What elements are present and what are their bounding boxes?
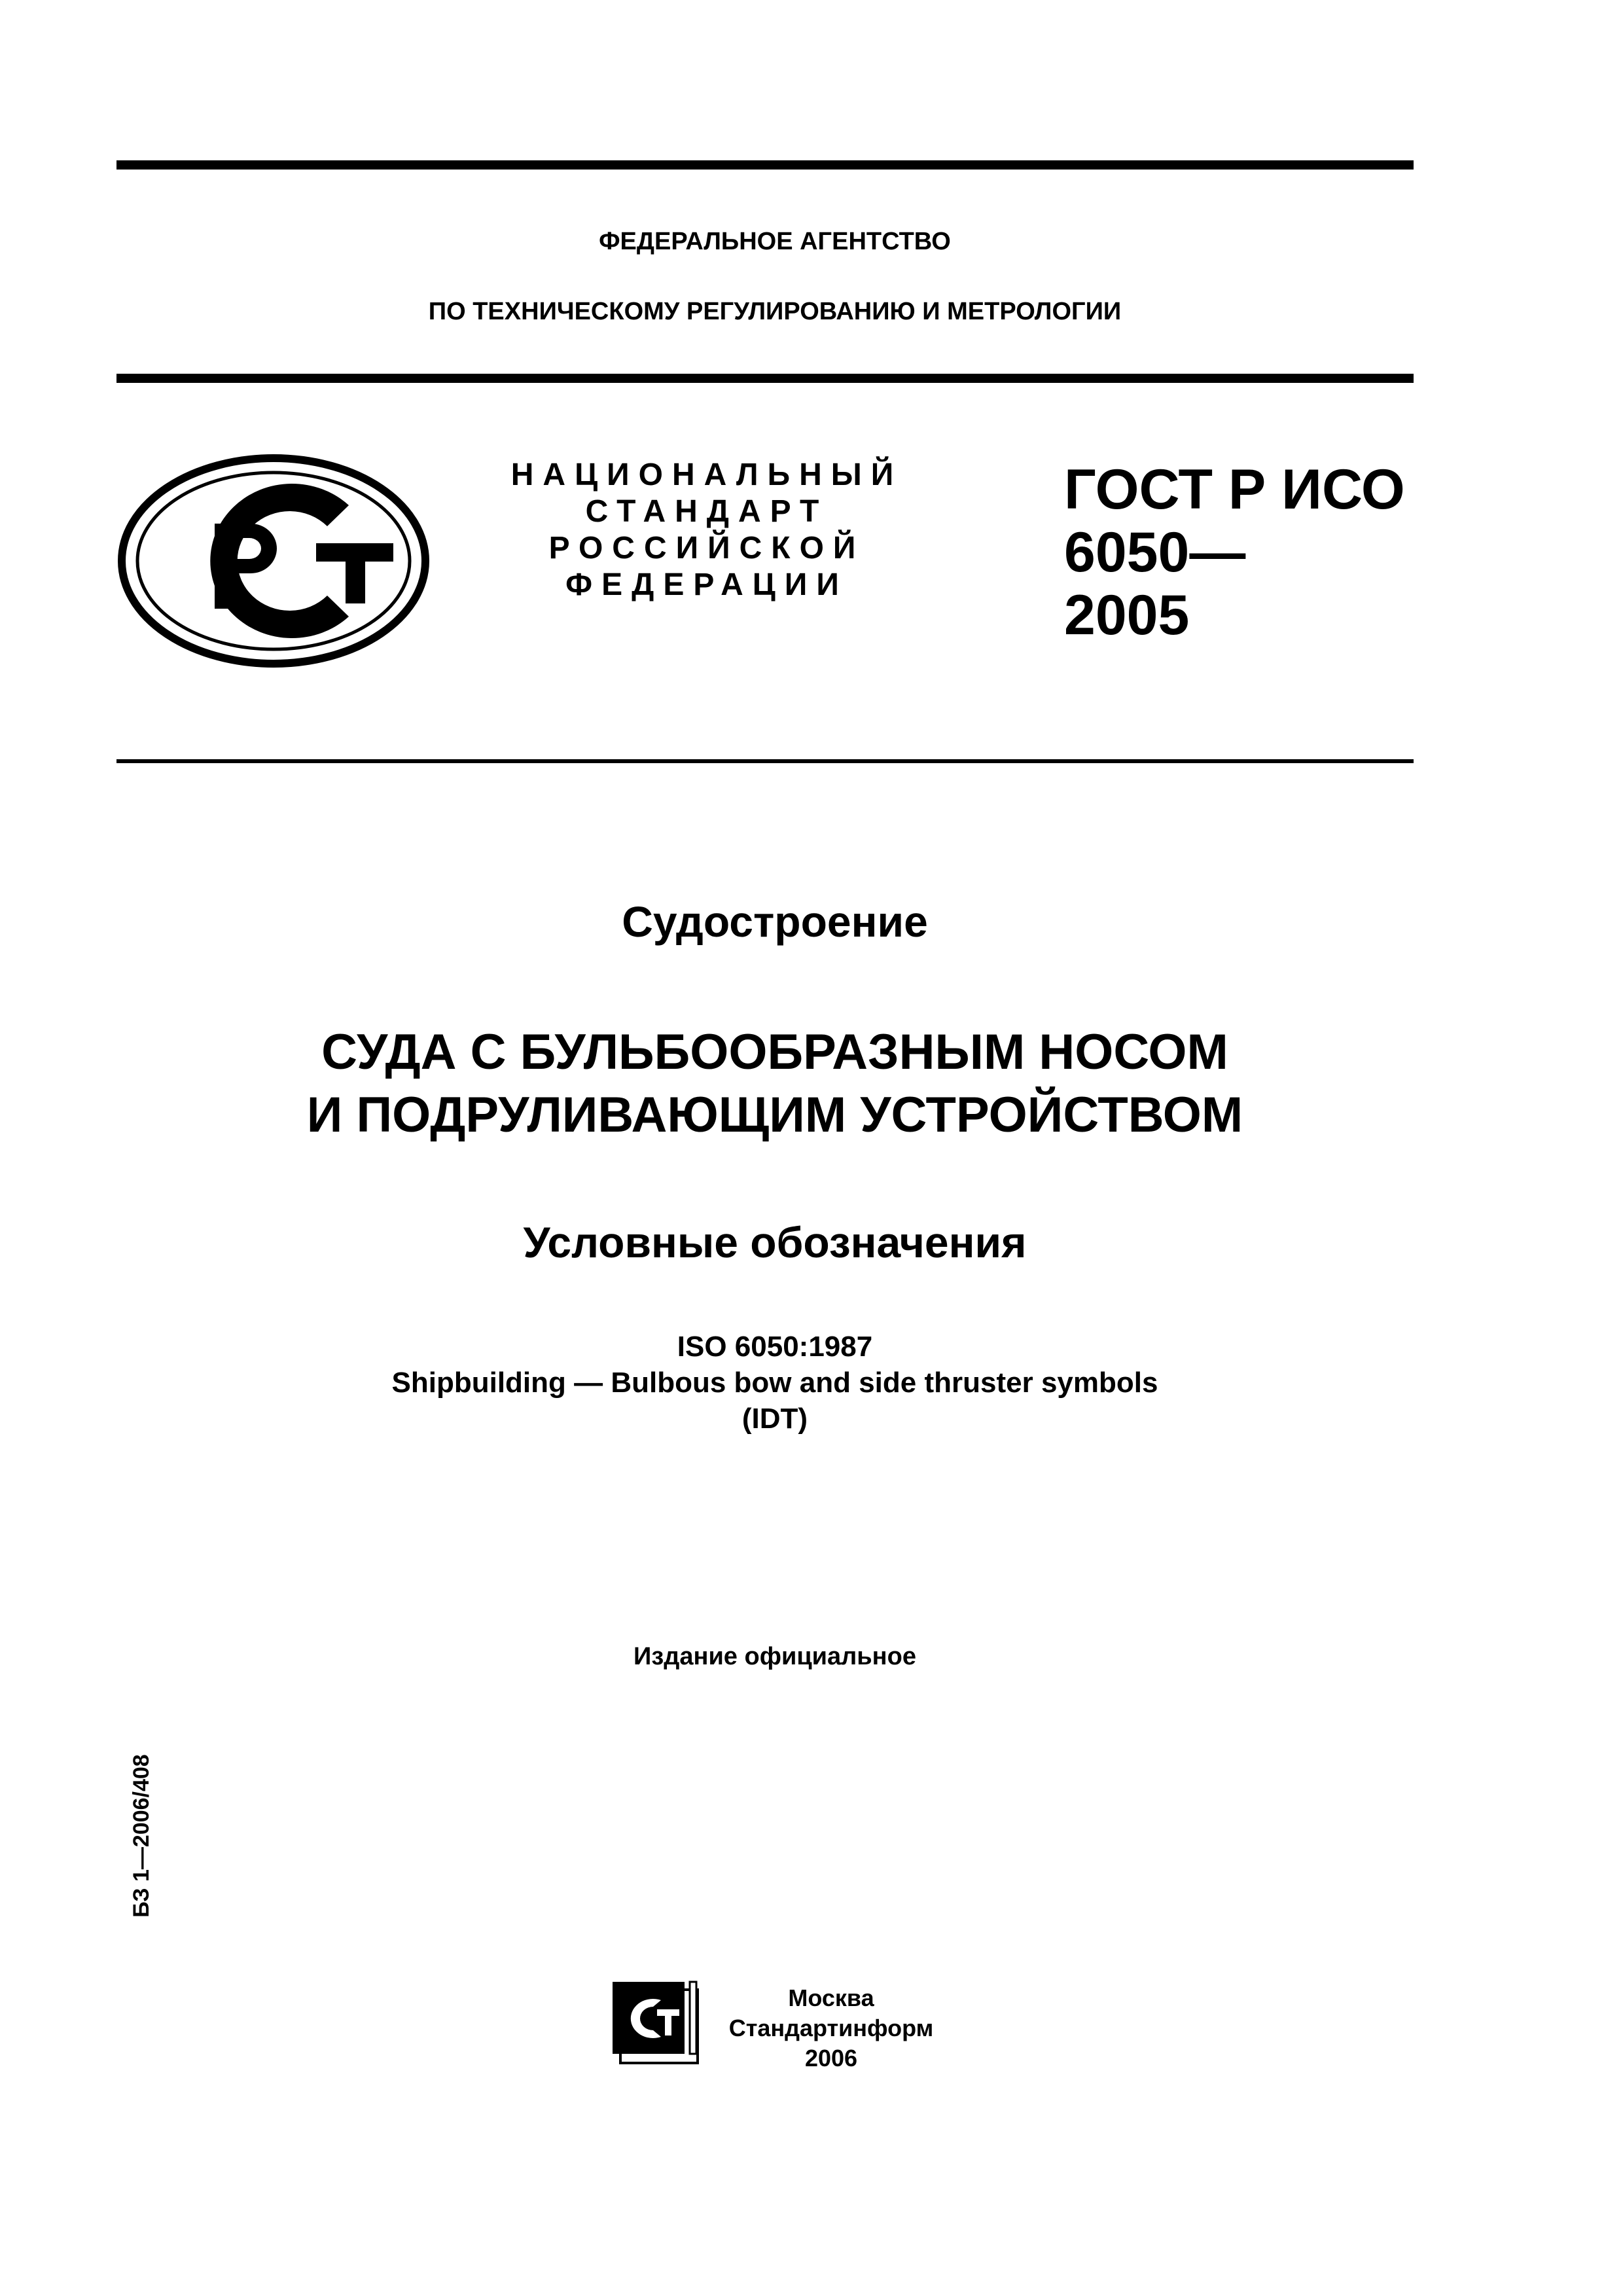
- national-line-2: СТАНДАРТ: [585, 494, 829, 529]
- designation-line-2: 6050—: [1064, 521, 1246, 584]
- standard-designation: [1064, 458, 1405, 647]
- document-title: [0, 1021, 1550, 1147]
- title-line-2: И ПОДРУЛИВАЮЩИМ УСТРОЙСТВОМ: [306, 1087, 1243, 1143]
- standartinform-logo-icon: [607, 1977, 705, 2068]
- edition-label: Издание официальное: [633, 1643, 916, 1670]
- agency-line-2: ПО ТЕХНИЧЕСКОМУ РЕГУЛИРОВАНИЮ И МЕТРОЛОГИИ: [428, 298, 1122, 325]
- header-rule: [116, 374, 1414, 383]
- designation-rule: [116, 759, 1414, 763]
- national-line-3: РОССИЙСКОЙ: [548, 531, 865, 565]
- publisher-block: [720, 1983, 942, 2073]
- rst-certification-logo-icon: [116, 453, 431, 669]
- catalog-code-text: БЗ 1—2006/408: [128, 1754, 154, 1918]
- designation-line-3: 2005: [1064, 584, 1190, 647]
- title-line-1: СУДА С БУЛЬБООБРАЗНЫМ НОСОМ: [321, 1024, 1228, 1080]
- publisher-name: Стандартинформ: [728, 2015, 934, 2041]
- designation-line-1: ГОСТ Р ИСО: [1064, 458, 1405, 521]
- national-standard-label: [484, 457, 929, 603]
- iso-number: ISO 6050:1987: [677, 1331, 873, 1363]
- subject-field: Судостроение: [622, 897, 928, 946]
- iso-equivalence: (IDT): [741, 1403, 808, 1435]
- iso-reference: [0, 1329, 1550, 1437]
- catalog-code: [116, 1738, 169, 1934]
- national-line-1: НАЦИОНАЛЬНЫЙ: [510, 457, 903, 492]
- iso-english-title: Shipbuilding — Bulbous bow and side thruster symbols: [391, 1367, 1158, 1399]
- publisher-year: 2006: [804, 2045, 858, 2072]
- national-line-4: ФЕДЕРАЦИИ: [565, 567, 848, 602]
- publisher-city: Москва: [788, 1984, 874, 2011]
- agency-line-1: ФЕДЕРАЛЬНОЕ АГЕНТСТВО: [599, 228, 951, 255]
- top-rule: [116, 160, 1414, 170]
- document-subtitle: Условные обозначения: [523, 1218, 1027, 1266]
